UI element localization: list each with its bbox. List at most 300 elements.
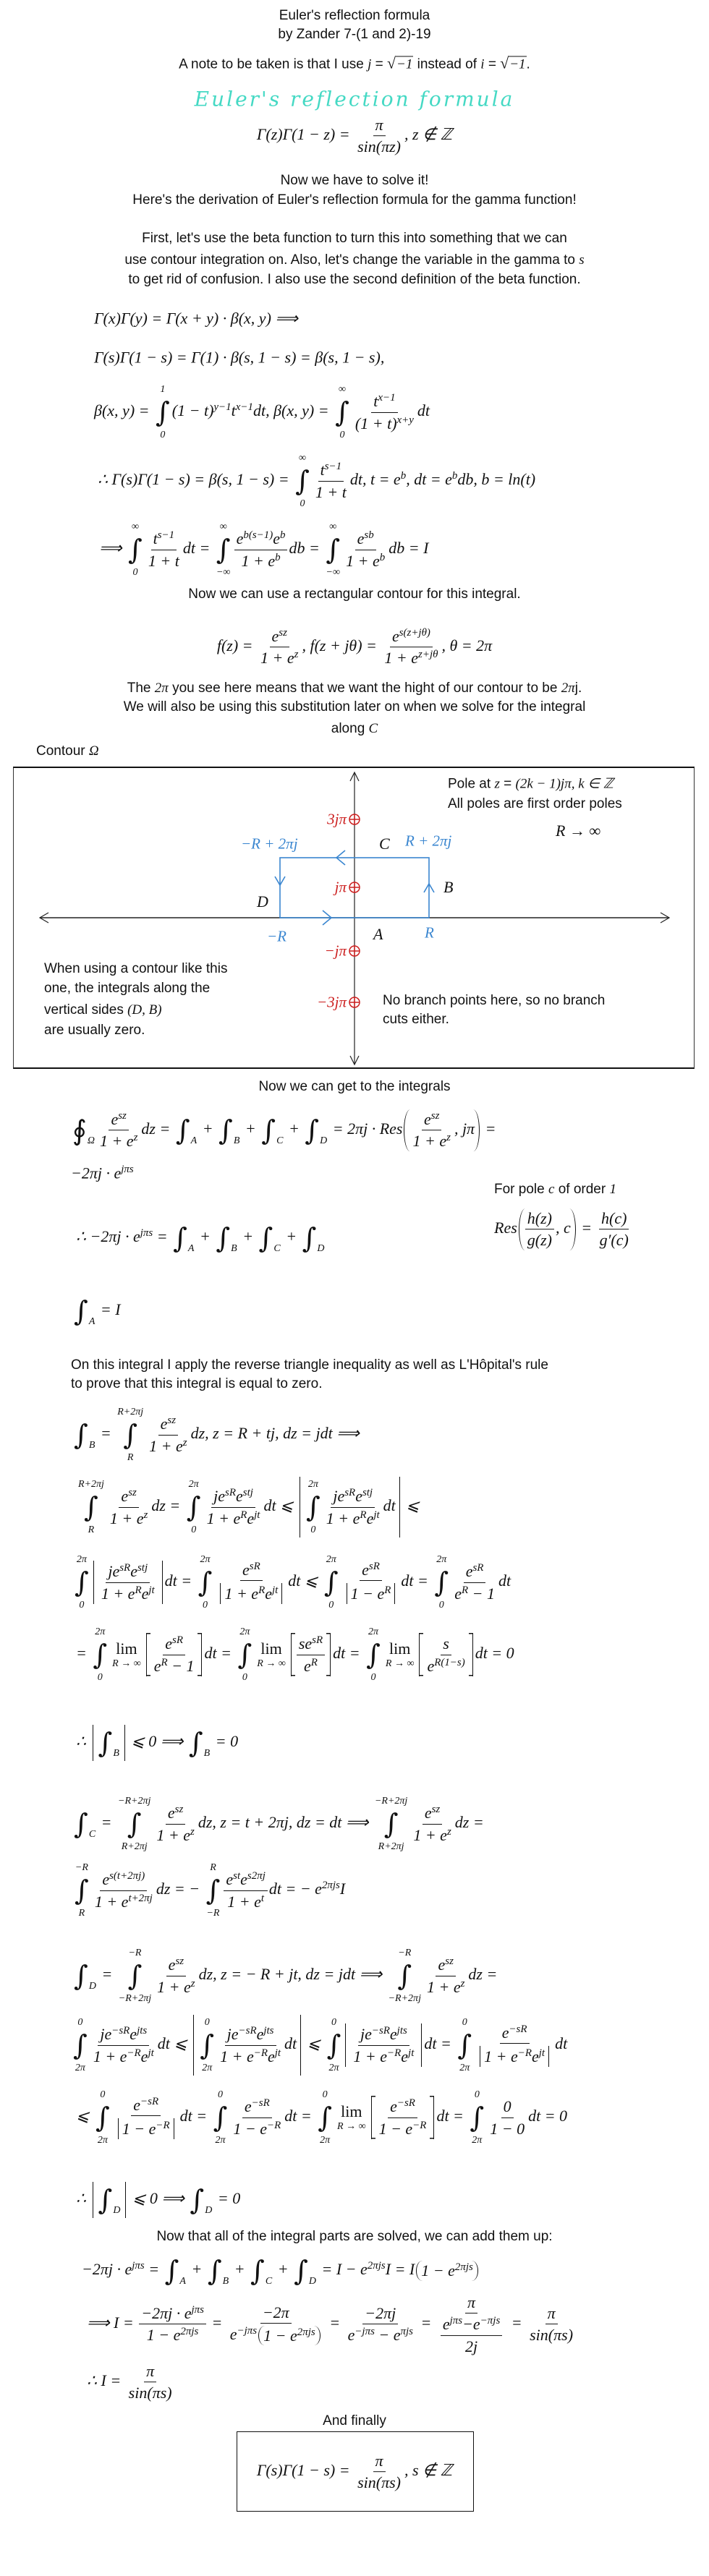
- math-text: dt ⩽: [157, 2034, 192, 2053]
- math-group: [412, 1133, 450, 1151]
- fraction: [313, 461, 349, 501]
- math-text: e: [165, 1634, 172, 1653]
- equation-d-line: [71, 2015, 567, 2076]
- lower-limit: R+2πj: [378, 1841, 404, 1852]
- math-text: Res: [494, 1219, 517, 1237]
- lower-limit: 2π: [459, 2063, 470, 2073]
- math-group: [242, 1561, 260, 1579]
- math-text: 1 + e: [260, 649, 294, 668]
- lower-limit: 0: [438, 1600, 444, 1611]
- superscript: [240, 1509, 247, 1520]
- numerator: [500, 2023, 530, 2044]
- superscript: [111, 2025, 130, 2037]
- superscript: [128, 1892, 152, 1903]
- math-text: 1 + e: [149, 1436, 183, 1455]
- fraction: [355, 2452, 403, 2492]
- path-integral: [218, 1114, 239, 1147]
- math-group: [44, 1002, 162, 1018]
- fraction: [527, 2304, 575, 2345]
- math-text: e: [267, 2047, 275, 2065]
- math-text: dt =: [333, 1644, 365, 1663]
- upper-limit: R: [210, 1862, 216, 1873]
- math-text: dt: [498, 1571, 511, 1590]
- math-group: [124, 252, 584, 268]
- math-text: π: [547, 2304, 556, 2323]
- upper-limit: 0: [322, 2089, 328, 2100]
- denominator: [452, 1583, 497, 1603]
- superscript: [434, 1656, 464, 1668]
- math-group: [295, 1634, 326, 1675]
- lim-label: lim: [389, 1639, 411, 1658]
- denominator: [98, 1131, 140, 1151]
- superscript: [279, 627, 287, 639]
- math-text: =: [481, 1119, 496, 1138]
- math-group: [154, 1657, 195, 1675]
- math-text: e: [532, 2047, 539, 2065]
- math-group: [76, 1222, 326, 1254]
- lower-limit: 0: [328, 1600, 334, 1611]
- sqrt-icon: √: [387, 54, 396, 72]
- superscript: [397, 2097, 415, 2109]
- lower-limit: −R+2πj: [118, 1993, 152, 2004]
- math-text: R: [360, 1509, 367, 1521]
- upper-limit: 2π: [95, 1626, 106, 1637]
- denominator: [355, 137, 403, 156]
- absolute-value: [480, 2046, 549, 2067]
- math-text: 1 − e: [421, 2261, 455, 2280]
- absolute-value: [118, 2118, 174, 2139]
- absolute-value: [300, 1477, 400, 1538]
- math-text: je: [360, 2025, 372, 2044]
- math-symbol: C: [368, 721, 378, 736]
- integral-icon: ∫: [302, 1222, 317, 1254]
- math-group: [423, 1634, 468, 1675]
- fraction: [598, 1209, 631, 1250]
- integral-icon: ∫: [294, 2255, 308, 2287]
- superscript: [445, 1956, 454, 1967]
- math-text: , s ∉ ℤ: [404, 2461, 453, 2480]
- integral-icon: ∫: [216, 534, 231, 566]
- definite-integral: [75, 1861, 89, 1919]
- definite-integral: [78, 1478, 104, 1536]
- math-text: sz: [430, 1109, 440, 1122]
- intro-paragraph-line: [0, 231, 709, 247]
- math-text: Pole at: [448, 776, 495, 792]
- denominator: [155, 1976, 197, 1996]
- math-text: 1 − e: [146, 2326, 181, 2345]
- math-text: ⟹: [99, 539, 127, 558]
- math-group: [502, 2023, 527, 2042]
- math-text: =: [416, 2313, 436, 2332]
- math-group: [110, 1509, 148, 1527]
- math-text: 1 − 0: [490, 2119, 525, 2138]
- superscript: [148, 2047, 153, 2058]
- superscript: [156, 2119, 169, 2131]
- lower-limit: 2π: [328, 2063, 339, 2073]
- math-group: [102, 1870, 145, 1888]
- math-text: R: [384, 1584, 391, 1596]
- lower-limit: 0: [79, 1600, 85, 1611]
- math-text: one, the integrals along the: [44, 981, 211, 996]
- numerator: [423, 1804, 442, 1824]
- math-text: e: [401, 2047, 409, 2065]
- lower-limit: 0: [160, 430, 166, 440]
- math-group: [348, 2326, 413, 2344]
- math-group: [133, 2096, 158, 2114]
- intro-line-2: Here's the derivation of Euler's reflection formula for the gamma function!: [132, 192, 577, 208]
- math-text: e: [271, 627, 279, 646]
- math-text: , c: [555, 1219, 571, 1237]
- equation-d-line: [76, 2089, 567, 2146]
- integral-subscript: A: [179, 2276, 186, 2287]
- lim-label: lim: [116, 1639, 137, 1658]
- superscript: [312, 1634, 323, 1646]
- integral-icon: ∫: [250, 2255, 265, 2287]
- superscript: [354, 2326, 375, 2337]
- math-text: t: [260, 1892, 265, 1904]
- math-text: je: [213, 1487, 226, 1506]
- math-text: db, b = ln(t): [457, 470, 536, 489]
- upper-limit: 2π: [76, 1554, 87, 1565]
- math-group: [227, 2025, 274, 2043]
- limit-operator: [337, 2102, 366, 2133]
- math-group: [226, 1870, 265, 1888]
- limit-operator: [112, 1639, 141, 1670]
- math-group: [122, 2120, 170, 2138]
- fraction: [114, 2096, 179, 2139]
- denominator: [205, 1508, 263, 1527]
- math-text: 1 + e: [157, 1977, 191, 1996]
- math-text: 1 + e: [346, 551, 380, 570]
- math-symbol: 1: [609, 1182, 616, 1197]
- superscript: [140, 2096, 158, 2107]
- absolute-value: [220, 1583, 282, 1604]
- upper-limit: 2π: [326, 1554, 336, 1565]
- parentheses: [404, 1109, 480, 1151]
- superscript: [127, 2047, 140, 2058]
- numerator: [211, 1487, 255, 1507]
- superscript: [378, 392, 395, 404]
- math-group: [304, 1479, 396, 1535]
- lower-limit: 0: [132, 567, 138, 578]
- integral-subscript: B: [222, 2276, 229, 2287]
- math-group: [375, 2097, 430, 2138]
- integral-icon: ∫: [98, 2184, 113, 2216]
- math-text: e: [229, 2324, 237, 2343]
- upper-limit: R+2πj: [78, 1479, 104, 1490]
- math-text: e: [357, 529, 365, 548]
- side-label-c: C: [379, 835, 390, 853]
- math-symbol: 2π: [154, 681, 169, 696]
- lower-limit: 0: [97, 1672, 103, 1683]
- superscript: [480, 2315, 501, 2326]
- integral-icon: ∫: [75, 1875, 89, 1906]
- superscript: [472, 1562, 483, 1574]
- denominator: [127, 2383, 174, 2402]
- math-text: 1 + e: [99, 1132, 134, 1151]
- lim-subscript: R → ∞: [385, 1658, 415, 1670]
- math-text: e: [424, 1804, 432, 1822]
- math-text: π: [146, 2362, 155, 2381]
- math-text: dt =: [284, 2107, 316, 2125]
- definite-integral: [237, 1626, 252, 1684]
- fraction: [437, 2293, 506, 2355]
- integral-icon: ∫: [74, 1960, 88, 1992]
- path-integral: [74, 1959, 96, 1992]
- equation-gamma-beta: [94, 309, 298, 327]
- math-group: [355, 414, 414, 432]
- absolute-value: [345, 2023, 422, 2067]
- math-group: [100, 2025, 147, 2043]
- equation-b-line: [76, 1626, 514, 1684]
- lim-label: lim: [260, 1639, 282, 1658]
- integral-icon: ∫: [258, 1222, 273, 1254]
- fraction: [228, 2303, 324, 2346]
- numerator: [224, 1870, 267, 1890]
- equation-sum: [76, 1221, 326, 1255]
- math-text: b: [451, 469, 458, 482]
- superscript: [360, 1509, 366, 1520]
- integral-subscript: C: [273, 1243, 281, 1254]
- superscript: [384, 1584, 391, 1595]
- lower-limit: R: [78, 1908, 85, 1919]
- math-text: =: [207, 2313, 226, 2332]
- fraction: [411, 1804, 453, 1844]
- math-group: [421, 2261, 473, 2279]
- math-text: e: [153, 1656, 161, 1675]
- fraction: [297, 1634, 325, 1675]
- math-text: dt =: [164, 1571, 196, 1590]
- math-group: [72, 1554, 511, 1611]
- lower-limit: R+2πj: [121, 1841, 148, 1852]
- equation-beta-definitions: [94, 383, 430, 441]
- fraction: [127, 2362, 174, 2402]
- denominator: [145, 2324, 201, 2344]
- absolute-value: [93, 2182, 127, 2218]
- parentheses: [416, 2261, 478, 2280]
- math-text: 1 − e: [263, 2326, 297, 2345]
- definite-integral: [206, 1861, 221, 1919]
- denominator: [93, 1891, 155, 1911]
- superscript: [236, 401, 253, 413]
- math-text: sz: [279, 626, 287, 639]
- fraction: [425, 1634, 467, 1675]
- math-text: =: [577, 1219, 596, 1237]
- math-text: jt: [148, 1584, 155, 1596]
- math-group: [36, 743, 99, 759]
- math-group: [150, 1634, 198, 1675]
- math-text: 1 + e: [224, 1584, 259, 1603]
- upper-limit: −R+2πj: [374, 1796, 408, 1807]
- math-text: e: [304, 1656, 311, 1675]
- path-integral: [250, 2254, 272, 2287]
- math-group: [427, 1978, 464, 1996]
- upper-limit: ∞: [339, 384, 346, 395]
- denominator: [353, 413, 416, 432]
- math-text: R: [240, 1509, 247, 1521]
- math-text: , jπ: [454, 1119, 475, 1138]
- math-text: −πjs: [480, 2315, 501, 2327]
- superscript: [372, 2025, 390, 2037]
- superscript: [243, 529, 273, 541]
- integral-subscript: B: [231, 1243, 237, 1254]
- denominator: [146, 550, 182, 570]
- math-group: [233, 2120, 281, 2138]
- integral-icon: ∫: [318, 2102, 333, 2133]
- superscript: [135, 1584, 141, 1595]
- math-text: −sR: [238, 2024, 257, 2037]
- math-text: t: [320, 461, 325, 479]
- math-text: e: [140, 2047, 148, 2065]
- fraction: [146, 529, 182, 570]
- fraction: [99, 1562, 157, 1603]
- math-text: =: [76, 1644, 91, 1663]
- integral-subscript: D: [308, 2276, 316, 2287]
- math-text: you see here means that we want the hight of our contour to be: [168, 681, 561, 696]
- superscript: [387, 2047, 401, 2058]
- lower-limit: −∞: [216, 567, 231, 578]
- math-text: = 0: [211, 1732, 239, 1751]
- lim-label: lim: [341, 2102, 362, 2120]
- fraction: [98, 1110, 140, 1151]
- contour-note-line: [44, 1002, 162, 1018]
- math-text: −jπs: [354, 2326, 375, 2338]
- numerator: [297, 1634, 325, 1655]
- definite-integral: [375, 1795, 407, 1853]
- fraction: [234, 529, 288, 570]
- upper-limit: 2π: [307, 1479, 318, 1490]
- superscript: [247, 1870, 266, 1882]
- numerator: [441, 1634, 451, 1655]
- denominator: [377, 2118, 429, 2138]
- superscript: [254, 2047, 268, 2058]
- side-b-text: to prove that this integral is equal to zero.: [71, 1376, 323, 1391]
- absolute-value: [93, 1561, 163, 1604]
- brackets: [291, 1633, 331, 1676]
- math-text: 1 + e: [156, 1825, 190, 1844]
- fraction: [152, 1634, 197, 1675]
- math-text: Γ(z)Γ(1 − z) =: [256, 125, 354, 144]
- math-symbol: j: [368, 56, 372, 72]
- math-group: [304, 1657, 318, 1675]
- superscript: [509, 2023, 527, 2035]
- math-group: [121, 1487, 136, 1505]
- numerator: [599, 1209, 629, 1229]
- superscript: [408, 2047, 414, 2058]
- math-text: 1 + e: [93, 2047, 127, 2065]
- integral-subscript: D: [320, 1135, 328, 1146]
- math-group: [94, 384, 430, 440]
- math-group: [326, 1509, 380, 1527]
- path-integral: [261, 1114, 283, 1147]
- math-group: [466, 1562, 484, 1580]
- math-text: dt =: [182, 539, 214, 558]
- math-text: jt: [373, 1509, 380, 1521]
- math-group: [331, 721, 378, 736]
- equation-solve-I: [87, 2293, 577, 2355]
- math-text: s: [443, 1634, 449, 1653]
- math-text: −2π: [262, 2303, 289, 2321]
- math-text: e: [130, 1562, 137, 1581]
- math-text: vertical sides: [44, 1002, 128, 1018]
- branch-note-line: No branch points here, so no branch: [383, 993, 606, 1008]
- definite-integral: [119, 1947, 151, 2005]
- absolute-value: [93, 1725, 125, 1761]
- fraction: [525, 1209, 554, 1250]
- fraction: [139, 2304, 206, 2345]
- equation-b-line: [76, 1477, 420, 1538]
- math-text: dt ⩽: [263, 1496, 297, 1515]
- path-integral: [74, 1807, 95, 1841]
- math-text: g(z): [527, 1231, 552, 1250]
- pole-rule-title: [494, 1182, 616, 1198]
- superscript: [418, 649, 438, 660]
- superscript: [148, 1584, 154, 1595]
- fraction: [216, 1561, 286, 1604]
- numerator: [163, 1634, 185, 1655]
- lower-limit: 0: [310, 1524, 316, 1535]
- definite-integral: [327, 2016, 341, 2074]
- math-text: 1 + e: [227, 1892, 261, 1911]
- path-integral: [173, 1221, 194, 1255]
- numerator: [373, 116, 386, 136]
- numerator: [131, 2096, 161, 2116]
- superscript: [250, 1561, 260, 1572]
- lower-limit: −R: [206, 1908, 220, 1919]
- numerator: [98, 2025, 149, 2045]
- math-text: (1 + t): [354, 414, 397, 432]
- upper-limit: 2π: [239, 1626, 250, 1637]
- branch-note-line: cuts either.: [383, 1012, 449, 1027]
- math-group: [99, 521, 429, 578]
- definite-integral: [73, 2016, 88, 2074]
- math-text: f(z) =: [216, 636, 258, 655]
- definite-integral: [200, 2016, 214, 2074]
- lower-limit: 2π: [320, 2135, 331, 2146]
- upper-limit: −R: [128, 1948, 142, 1958]
- brackets: [146, 1633, 203, 1676]
- superscript: [119, 1562, 130, 1574]
- denominator: [239, 550, 282, 570]
- math-text: sR: [312, 1634, 323, 1646]
- contour-diagram: [13, 767, 695, 1069]
- math-text: =: [325, 2313, 344, 2332]
- integral-icon: ∫: [305, 1491, 320, 1523]
- math-group: [237, 529, 286, 547]
- side-b-text: On this integral I apply the reverse triangle inequality as well as L'Hôpital's rule: [71, 1357, 548, 1373]
- math-text: s2πj: [247, 1869, 266, 1882]
- definite-integral: [198, 1553, 213, 1611]
- math-text: 2πjs: [321, 1879, 340, 1891]
- denominator: [425, 1655, 467, 1675]
- denominator: [114, 2116, 179, 2139]
- math-group: [351, 1585, 391, 1603]
- math-text: dt, β(x, y) =: [252, 401, 334, 420]
- math-group: [392, 627, 430, 645]
- math-text: t: [231, 401, 236, 420]
- superscript: [254, 1509, 260, 1520]
- math-symbol: z: [494, 776, 500, 792]
- math-group: [168, 1804, 183, 1822]
- integral-icon: ∫: [127, 1960, 143, 1992]
- math-text: e: [389, 2025, 397, 2044]
- pole-label: −3jπ: [316, 993, 347, 1011]
- corner-label-top-left: −R + 2πj: [241, 835, 298, 853]
- math-text: e: [355, 1487, 362, 1506]
- upper-limit: −R: [398, 1948, 412, 1958]
- superscript: [362, 1487, 373, 1498]
- equation-gamma-s: [94, 348, 384, 366]
